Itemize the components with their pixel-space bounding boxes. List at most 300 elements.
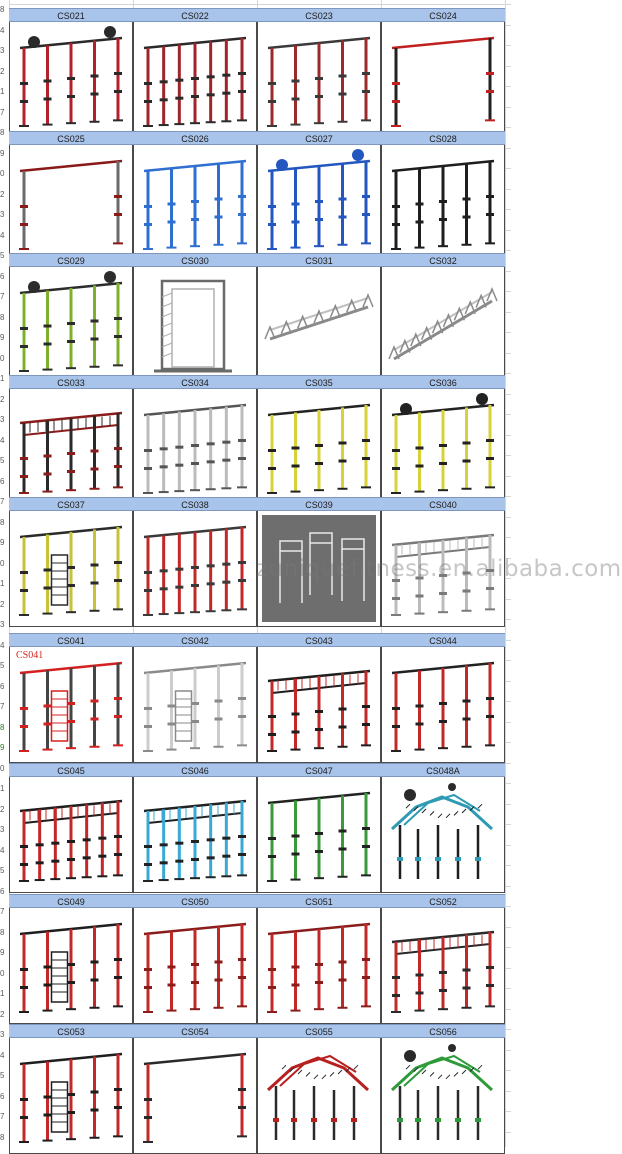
power-cage-part xyxy=(162,353,172,357)
product-code-header[interactable]: CS032 xyxy=(381,253,505,267)
rig-blue-multi-part xyxy=(168,221,176,224)
product-image-cell[interactable] xyxy=(133,511,257,627)
rig-red-frame-black-part xyxy=(392,976,400,979)
rig-blue-multi-part xyxy=(238,213,246,216)
product-image-cell[interactable] xyxy=(9,22,133,138)
rig-red-single-bay-part xyxy=(392,82,400,85)
rig-black-red-bridge-part xyxy=(36,861,44,864)
rig-red-single-bay-part xyxy=(486,72,494,75)
rig-red-black-wall-part xyxy=(91,93,99,96)
rig-teal-dome-part xyxy=(415,857,421,861)
rig-green-wall-part xyxy=(20,327,28,330)
row-number[interactable]: 0 xyxy=(0,559,5,568)
rig-blue-ball-targets-part xyxy=(268,223,276,226)
rig-green-dome-part xyxy=(422,1070,426,1074)
rig-black-red-frame-part xyxy=(339,726,347,729)
rig-gray-monkey-bar-part xyxy=(268,100,276,103)
rig-cyan-black-bridge-part xyxy=(238,835,246,838)
truss-gray-long-part xyxy=(394,292,492,350)
rig-black-red-bridge-part xyxy=(98,837,106,840)
row-number[interactable]: 0 xyxy=(0,969,5,978)
product-image-cell[interactable] xyxy=(381,647,505,763)
row-number[interactable]: 1 xyxy=(0,374,5,383)
rig-red-storage-part xyxy=(20,725,28,728)
row-number[interactable]: 6 xyxy=(0,887,5,896)
rig-gray-ladder-wall-part xyxy=(238,697,246,700)
rig-red-black-long-part xyxy=(191,77,199,80)
rig-blue-multi-part xyxy=(144,223,152,226)
product-code-header[interactable]: CS035 xyxy=(257,375,381,389)
rig-red-frame-black-part xyxy=(392,994,400,997)
rig-red-wall-bars-part xyxy=(191,981,199,984)
rig-black-red-bridge-part xyxy=(20,863,28,866)
product-image-cell[interactable] xyxy=(257,389,381,505)
row-number[interactable]: 2 xyxy=(0,190,5,199)
row-number[interactable]: 8 xyxy=(0,5,5,14)
product-code-header[interactable]: CS023 xyxy=(257,8,381,22)
rig-black-red-frame-part xyxy=(292,731,300,734)
rig-gray-wall-row-part xyxy=(238,457,246,460)
row-number[interactable]: 8 xyxy=(0,723,5,732)
product-code-header[interactable]: CS036 xyxy=(381,375,505,389)
row-number[interactable]: 7 xyxy=(0,497,5,506)
rig-blue-ball-targets-part xyxy=(362,195,370,198)
rig-yellow-black-targets-part xyxy=(463,442,471,445)
row-number[interactable]: 5 xyxy=(0,251,5,260)
row-number[interactable]: 3 xyxy=(0,825,5,834)
row-number[interactable]: 7 xyxy=(0,108,5,117)
power-cage-part xyxy=(162,293,172,297)
rig-red-wall-row-part xyxy=(238,579,246,582)
rig-black-red-bridge-part xyxy=(114,835,122,838)
row-number[interactable]: 5 xyxy=(0,456,5,465)
rig-yellow-black-targets-part xyxy=(439,444,447,447)
row-number[interactable]: 2 xyxy=(0,600,5,609)
product-code-header[interactable]: CS045 xyxy=(9,763,133,777)
rig-cyan-black-bridge-part xyxy=(175,860,183,863)
rig-red-wall-row-part xyxy=(222,563,230,566)
rig-blue-multi-part xyxy=(191,218,199,221)
rig-cyan-black-bridge-part xyxy=(144,863,152,866)
product-code-header[interactable]: CS043 xyxy=(257,633,381,647)
product-image-cell[interactable] xyxy=(257,1038,381,1154)
rig-red-wall-row-part xyxy=(160,569,168,572)
rig-black-red-wall-part xyxy=(392,725,400,728)
product-image-cell[interactable] xyxy=(381,389,505,505)
rig-teal-dome-part xyxy=(446,814,450,818)
rig-black-red-bridge-part xyxy=(98,855,106,858)
rig-red-black-rack-part xyxy=(44,1114,52,1117)
rig-red-black-rack-part xyxy=(44,1096,52,1099)
rig-red-double-frame-part xyxy=(20,475,28,478)
rig-black-red-bridge-icon xyxy=(10,777,132,892)
rig-blue-multi-part xyxy=(238,195,246,198)
product-code-header[interactable]: CS048A xyxy=(381,763,505,777)
product-image-cell[interactable] xyxy=(381,908,505,1024)
row-number[interactable]: 9 xyxy=(0,538,5,547)
row-number[interactable]: 0 xyxy=(0,169,5,178)
rig-red-single-bay-part xyxy=(392,100,400,103)
rig-black-red-frame-part xyxy=(339,708,347,711)
rig-red-black-long-part xyxy=(144,82,152,85)
rig-red-black-rack-icon xyxy=(10,1038,132,1153)
product-code-header[interactable]: CS028 xyxy=(381,131,505,145)
rig-blue-multi-icon xyxy=(134,145,256,260)
product-code-header[interactable]: CS034 xyxy=(133,375,257,389)
product-image-cell[interactable] xyxy=(9,777,133,893)
rig-green-wall-part xyxy=(44,325,52,328)
row-number[interactable]: 8 xyxy=(0,518,5,527)
rig-yellow-black-part xyxy=(339,442,347,445)
rig-teal-dome-part xyxy=(462,809,466,813)
cs041-overlay-label: CS041 xyxy=(16,650,44,661)
rig-green-dome-part xyxy=(478,1065,482,1069)
row-number[interactable]: 6 xyxy=(0,477,5,486)
product-image-cell[interactable] xyxy=(9,145,133,261)
product-image-cell[interactable] xyxy=(9,267,133,383)
rig-gray-monkey-bar-part xyxy=(292,98,300,101)
rig-green-dome-part xyxy=(406,1065,410,1069)
row-number[interactable]: 9 xyxy=(0,149,5,158)
rig-black-red-frame-part xyxy=(362,705,370,708)
product-code-header[interactable]: CS022 xyxy=(133,8,257,22)
product-image-cell[interactable] xyxy=(257,145,381,261)
row-number[interactable]: 6 xyxy=(0,682,5,691)
rig-yellow-black-storage-part xyxy=(20,571,28,574)
product-code-header[interactable]: CS051 xyxy=(257,894,381,908)
product-code-header[interactable]: CS056 xyxy=(381,1024,505,1038)
rig-red-black-storage-part xyxy=(91,961,99,964)
rig-black-wall-part xyxy=(392,223,400,226)
truss-gray-short-icon xyxy=(258,267,380,382)
row-number[interactable]: 5 xyxy=(0,866,5,875)
row-number[interactable]: 3 xyxy=(0,620,5,629)
product-code-header[interactable]: CS052 xyxy=(381,894,505,908)
rig-black-wall-part xyxy=(439,200,447,203)
rig-red-black-storage-icon xyxy=(10,908,132,1023)
rig-black-wall-part xyxy=(463,216,471,219)
rig-red-black-wall-part xyxy=(104,26,116,38)
rig-black-red-bridge-part xyxy=(20,845,28,848)
rig-red-wall-row-part xyxy=(160,587,168,590)
row-number[interactable]: 8 xyxy=(0,1133,5,1142)
rig-yellow-black-targets-part xyxy=(400,403,412,415)
rig-green-dome-part xyxy=(397,1118,403,1122)
row-number[interactable]: 1 xyxy=(0,87,5,96)
product-image-cell[interactable] xyxy=(9,389,133,505)
rig-blue-ball-targets-part xyxy=(315,218,323,221)
rig-red-single-bar-part xyxy=(292,984,300,987)
rig-gray-wall-row-part xyxy=(160,447,168,450)
row-number[interactable]: 7 xyxy=(0,907,5,916)
product-code-header[interactable]: CS050 xyxy=(133,894,257,908)
rig-yellow-black-storage-part xyxy=(44,587,52,590)
rig-blue-multi-part xyxy=(215,198,223,201)
rig-green-dome-part xyxy=(404,1056,480,1086)
product-image-cell[interactable] xyxy=(133,777,257,893)
product-image-cell[interactable] xyxy=(257,267,381,383)
row-number[interactable]: 4 xyxy=(0,846,5,855)
row-number[interactable]: 4 xyxy=(0,1051,5,1060)
product-code-header[interactable]: CS039 xyxy=(257,497,381,511)
watermark-text: zuniquefitness.en.alibaba.com xyxy=(256,556,622,582)
product-code-header[interactable]: CS033 xyxy=(9,375,133,389)
rig-teal-dome-part xyxy=(435,857,441,861)
rig-teal-dome-part xyxy=(430,811,434,815)
product-image-cell[interactable] xyxy=(133,1038,257,1154)
product-code-header[interactable]: CS027 xyxy=(257,131,381,145)
rig-gray-wall-row-part xyxy=(222,441,230,444)
row-number[interactable]: 9 xyxy=(0,948,5,957)
row-number[interactable]: 3 xyxy=(0,1030,5,1039)
product-code-header[interactable]: CS044 xyxy=(381,633,505,647)
product-image-cell[interactable] xyxy=(381,267,505,383)
rig-black-wall-part xyxy=(416,221,424,224)
rig-green-dome-part xyxy=(454,1072,458,1076)
rig-black-wall-part xyxy=(439,218,447,221)
rig-black-red-bridge-part xyxy=(51,860,59,863)
rig-cyan-black-bridge-part xyxy=(191,858,199,861)
rig-yellow-black-part xyxy=(268,449,276,452)
rig-red-single-bar-part xyxy=(339,961,347,964)
rig-red-single-bar-part xyxy=(292,966,300,969)
rig-teal-dome-part xyxy=(422,809,426,813)
rig-gray-wall-row-part xyxy=(175,446,183,449)
product-code-header[interactable]: CS042 xyxy=(133,633,257,647)
rig-black-red-bridge-part xyxy=(51,842,59,845)
rig-red-black-rack-part xyxy=(114,1088,122,1091)
rig-yellow-black-targets-part xyxy=(416,465,424,468)
product-image-cell[interactable] xyxy=(257,908,381,1024)
rig-red-wall-row-part xyxy=(238,561,246,564)
rig-red-black-wall-part xyxy=(67,95,75,98)
product-code-header[interactable]: CS047 xyxy=(257,763,381,777)
rig-red-double-frame-part xyxy=(114,447,122,450)
truss-gray-short-part xyxy=(363,295,373,307)
rig-yellow-black-storage-part xyxy=(20,589,28,592)
row-number[interactable]: 1 xyxy=(0,989,5,998)
row-number[interactable]: 7 xyxy=(0,1112,5,1121)
rig-green-black-wall-part xyxy=(339,848,347,851)
rig-green-black-wall-part xyxy=(268,855,276,858)
rig-green-dome-part xyxy=(462,1070,466,1074)
product-image-cell[interactable] xyxy=(257,22,381,138)
row-number[interactable]: 1 xyxy=(0,784,5,793)
product-image-cell[interactable] xyxy=(9,1038,133,1154)
row-number[interactable]: 8 xyxy=(0,928,5,937)
product-code-header[interactable]: CS055 xyxy=(257,1024,381,1038)
rig-gray-frame-part xyxy=(439,592,447,595)
rig-blue-ball-targets-part xyxy=(276,159,288,171)
row-number[interactable]: 4 xyxy=(0,436,5,445)
product-image-cell[interactable] xyxy=(381,145,505,261)
rig-gray-wall-row-part xyxy=(160,465,168,468)
rig-yellow-black-storage-part xyxy=(91,582,99,585)
rig-red-wall-row-part xyxy=(191,584,199,587)
rig-green-wall-part xyxy=(114,317,122,320)
rig-red-black-storage-part xyxy=(44,984,52,987)
product-image-cell[interactable] xyxy=(133,267,257,383)
product-code-header[interactable]: CS031 xyxy=(257,253,381,267)
product-image-cell[interactable] xyxy=(381,777,505,893)
product-code-header[interactable]: CS038 xyxy=(133,497,257,511)
rig-red-arch-icon xyxy=(258,1038,380,1153)
row-number[interactable]: 2 xyxy=(0,805,5,814)
rig-red-tall-single-part xyxy=(144,1098,152,1101)
rig-black-red-bridge-part xyxy=(83,856,91,859)
product-image-cell[interactable] xyxy=(133,908,257,1024)
rig-green-dome-part xyxy=(475,1118,481,1122)
rig-red-black-wall-part xyxy=(67,77,75,80)
row-number[interactable]: 3 xyxy=(0,415,5,424)
rig-red-frame-black-icon xyxy=(382,908,504,1023)
rig-red-double-frame-part xyxy=(44,473,52,476)
rig-red-double-frame-part xyxy=(114,465,122,468)
row-number[interactable]: 2 xyxy=(0,395,5,404)
rig-gray-wall-row-part xyxy=(191,462,199,465)
row-number[interactable]: 2 xyxy=(0,67,5,76)
product-code-header[interactable]: CS029 xyxy=(9,253,133,267)
product-code-header[interactable]: CS046 xyxy=(133,763,257,777)
rig-red-arch-part xyxy=(338,1070,342,1074)
rig-gray-monkey-bar-part xyxy=(292,80,300,83)
product-code-header[interactable]: CS040 xyxy=(381,497,505,511)
row-number[interactable]: 8 xyxy=(0,313,5,322)
product-image-cell[interactable] xyxy=(381,1038,505,1154)
rig-green-wall-part xyxy=(104,271,116,283)
rig-red-storage-part xyxy=(91,718,99,721)
rig-green-wall-part xyxy=(28,281,40,293)
rig-black-red-bridge-part xyxy=(114,853,122,856)
rig-black-red-wall-part xyxy=(486,715,494,718)
rig-red-double-frame-part xyxy=(91,468,99,471)
rig-black-red-frame-part xyxy=(268,715,276,718)
row-number[interactable]: 5 xyxy=(0,1071,5,1080)
product-code-header[interactable]: CS049 xyxy=(9,894,133,908)
rig-gray-monkey-bar-part xyxy=(339,93,347,96)
rig-red-black-long-part xyxy=(207,75,215,78)
row-number[interactable]: 0 xyxy=(0,354,5,363)
rig-green-dome-part xyxy=(455,1118,461,1122)
rig-gray-monkey-bar-part xyxy=(315,77,323,80)
product-image-cell[interactable] xyxy=(257,647,381,763)
rig-red-storage-part xyxy=(44,705,52,708)
rig-maroon-tall-icon xyxy=(10,145,132,260)
product-code-header[interactable]: CS030 xyxy=(133,253,257,267)
product-image-cell[interactable] xyxy=(133,647,257,763)
rig-red-storage-part xyxy=(114,715,122,718)
product-code-header[interactable]: CS054 xyxy=(133,1024,257,1038)
product-code-header[interactable]: CS026 xyxy=(133,131,257,145)
rig-green-black-wall-part xyxy=(292,835,300,838)
rig-green-black-wall-part xyxy=(315,832,323,835)
rig-teal-dome-part xyxy=(478,804,482,808)
row-number[interactable]: 8 xyxy=(0,128,5,137)
rig-teal-dome-part xyxy=(455,857,461,861)
product-code-header[interactable]: CS037 xyxy=(9,497,133,511)
rig-red-black-rack-part xyxy=(91,1091,99,1094)
rig-red-arch-part xyxy=(268,1058,368,1090)
row-number[interactable]: 5 xyxy=(0,661,5,670)
row-number[interactable]: 9 xyxy=(0,333,5,342)
rig-green-black-wall-part xyxy=(362,845,370,848)
product-code-header[interactable]: CS021 xyxy=(9,8,133,22)
row-number[interactable]: 4 xyxy=(0,26,5,35)
rig-red-black-long-icon xyxy=(134,22,256,137)
row-number[interactable]: 4 xyxy=(0,231,5,240)
rig-red-black-long-part xyxy=(238,72,246,75)
rig-red-single-bar-part xyxy=(268,986,276,989)
rig-red-black-wall-icon xyxy=(10,22,132,137)
rig-green-black-wall-part xyxy=(292,853,300,856)
rig-gray-ladder-wall-part xyxy=(215,718,223,721)
rig-red-frame-black-part xyxy=(486,984,494,987)
product-image-cell[interactable] xyxy=(133,389,257,505)
row-number[interactable]: 3 xyxy=(0,46,5,55)
rig-red-tall-single-part xyxy=(144,1116,152,1119)
row-number[interactable]: 4 xyxy=(0,641,5,650)
rig-maroon-tall-part xyxy=(114,213,122,216)
product-code-header[interactable]: CS025 xyxy=(9,131,133,145)
rig-red-double-frame-icon xyxy=(10,389,132,504)
row-number[interactable]: 7 xyxy=(0,702,5,711)
rig-red-arch-part xyxy=(351,1118,357,1122)
product-image-cell[interactable] xyxy=(9,511,133,627)
product-image-cell[interactable] xyxy=(133,22,257,138)
rig-red-storage-part xyxy=(44,723,52,726)
rig-yellow-black-targets-part xyxy=(486,457,494,460)
row-number[interactable]: 6 xyxy=(0,1092,5,1101)
rig-red-wall-row-part xyxy=(207,582,215,585)
row-number[interactable]: 0 xyxy=(0,764,5,773)
product-image-cell[interactable] xyxy=(9,908,133,1024)
product-image-cell[interactable] xyxy=(133,145,257,261)
rig-gray-ladder-wall-icon xyxy=(134,647,256,762)
rig-red-arch-part xyxy=(331,1118,337,1122)
row-number[interactable]: 9 xyxy=(0,743,5,752)
row-number[interactable]: 6 xyxy=(0,272,5,281)
product-code-header[interactable]: CS041 xyxy=(9,633,133,647)
rig-gray-monkey-bar-part xyxy=(339,75,347,78)
product-code-header[interactable]: CS053 xyxy=(9,1024,133,1038)
rig-red-black-wall-part xyxy=(91,75,99,78)
product-image-cell[interactable] xyxy=(381,22,505,138)
product-image-cell[interactable] xyxy=(9,647,133,763)
rig-black-red-bridge-part xyxy=(67,858,75,861)
rig-yellow-black-storage-part xyxy=(91,564,99,567)
row-number[interactable]: 1 xyxy=(0,579,5,588)
rig-teal-dome-part xyxy=(406,804,410,808)
rig-red-wall-row-part xyxy=(175,568,183,571)
rig-gray-ladder-wall-part xyxy=(238,715,246,718)
product-code-header[interactable]: CS024 xyxy=(381,8,505,22)
rig-blue-ball-targets-icon xyxy=(258,145,380,260)
rig-cyan-black-bridge-part xyxy=(160,843,168,846)
rig-teal-dome-part xyxy=(392,797,492,829)
rig-yellow-black-part xyxy=(292,447,300,450)
rig-red-single-bar-part xyxy=(362,976,370,979)
product-image-cell[interactable] xyxy=(257,777,381,893)
rig-red-black-long-part xyxy=(175,79,183,82)
rig-black-red-wall-part xyxy=(486,697,494,700)
row-number[interactable]: 2 xyxy=(0,1010,5,1019)
row-number[interactable]: 3 xyxy=(0,210,5,219)
row-number[interactable]: 7 xyxy=(0,292,5,301)
rig-maroon-tall-part xyxy=(20,205,28,208)
rig-blue-ball-targets-part xyxy=(339,216,347,219)
rig-red-black-storage-part xyxy=(20,986,28,989)
rig-gray-wall-row-icon xyxy=(134,389,256,504)
